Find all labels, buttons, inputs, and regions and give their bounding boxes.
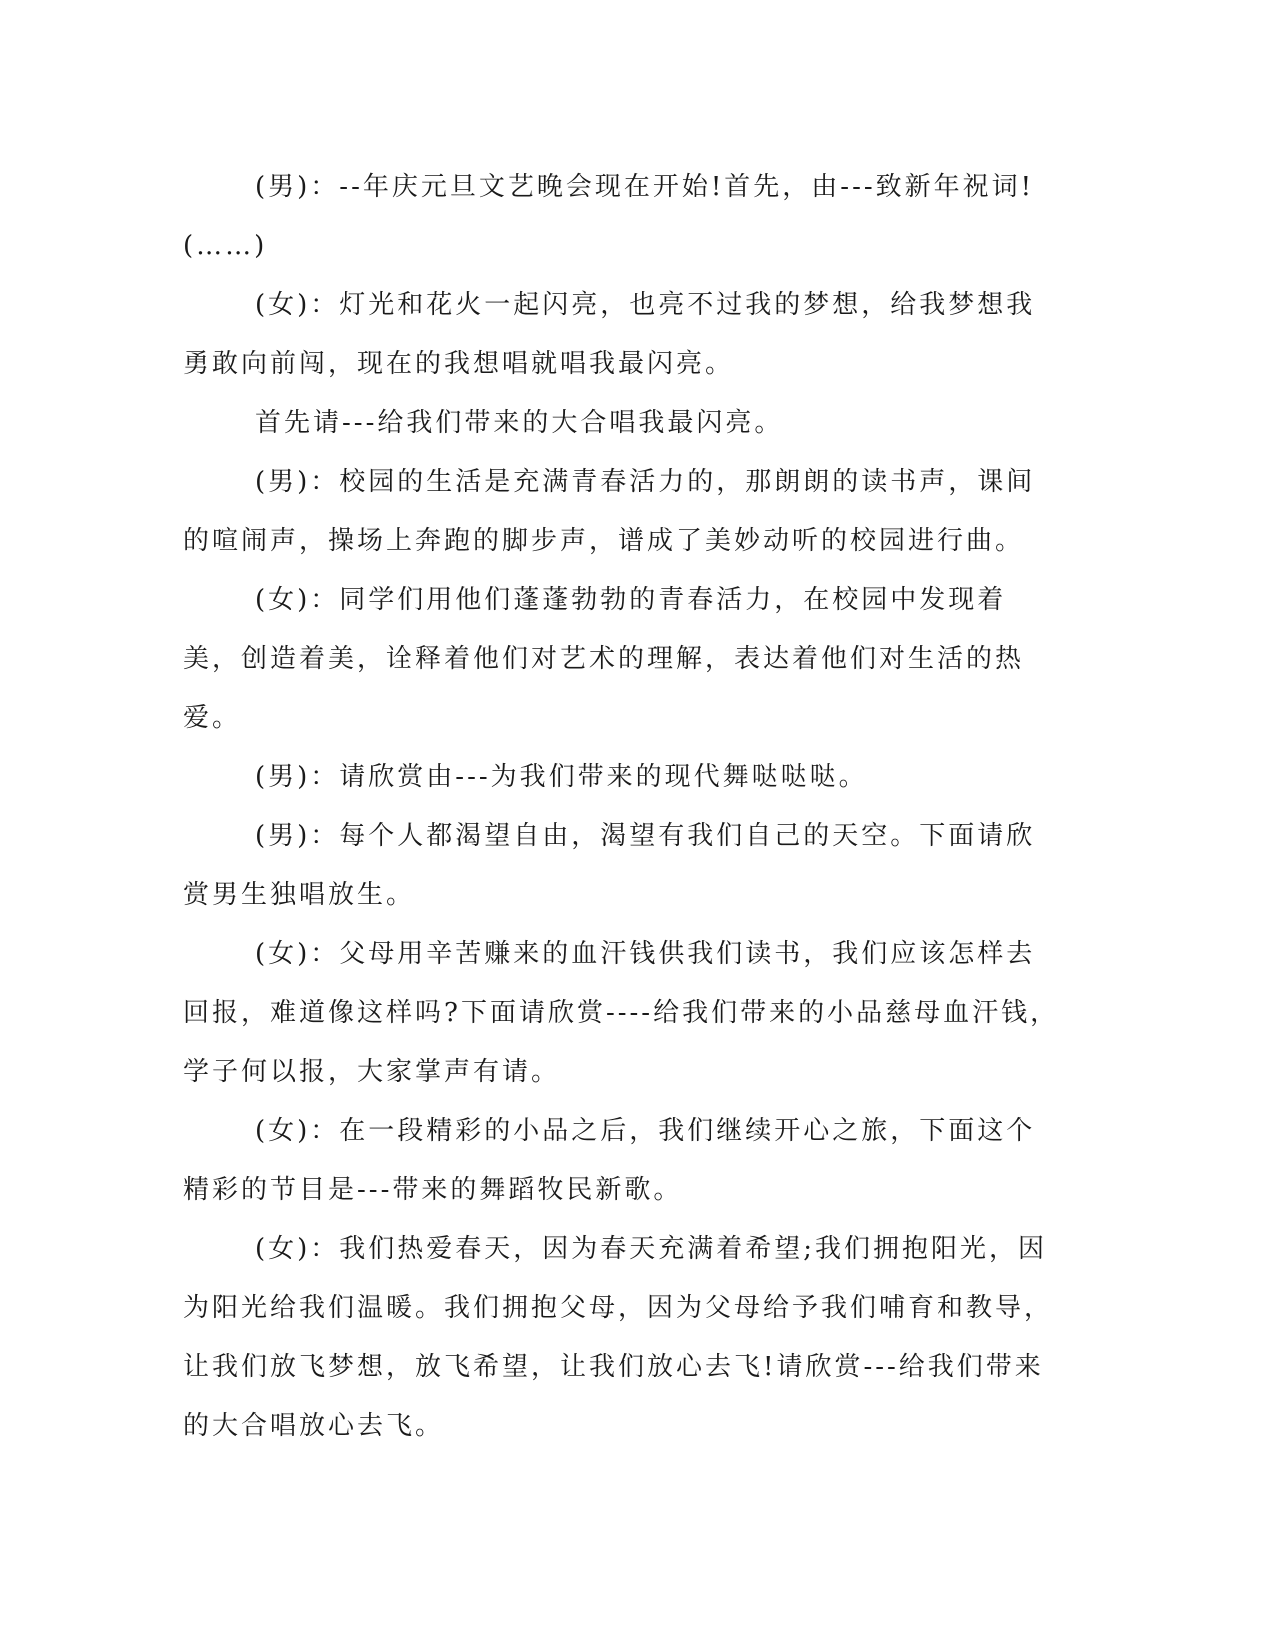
paragraph-10: (女)：我们热爱春天，因为春天充满着希望;我们拥抱阳光，因为阳光给我们温暖。我们拥抱父母，因为父母给予我们哺育和教导，让我们放飞梦想，放飞希望，让我们放心去飞!请欣赏---给我们带来的大合唱放心去飞。 (183, 1234, 1054, 1441)
paragraph-5: (女)：同学们用他们蓬蓬勃勃的青春活力，在校园中发现着美，创造着美，诠释着他们对艺术的理解，表达着他们对生活的热爱。 (183, 585, 1025, 733)
document-body (183, 158, 1063, 1456)
paragraph-2: (女)：灯光和花火一起闪亮，也亮不过我的梦想，给我梦想我勇敢向前闯，现在的我想唱就唱我最闪亮。 (183, 290, 1036, 379)
paragraph-1: (男)：--年庆元旦文艺晚会现在开始!首先，由---致新年祝词!(……) (183, 172, 1035, 261)
paragraph-9: (女)：在一段精彩的小品之后，我们继续开心之旅，下面这个精彩的节目是---带来的舞蹈牧民新歌。 (183, 1116, 1036, 1205)
paragraph-6: (男)：请欣赏由---为我们带来的现代舞哒哒哒。 (255, 762, 868, 792)
paragraph-8: (女)：父母用辛苦赚来的血汗钱供我们读书，我们应该怎样去回报，难道像这样吗?下面请欣赏----给我们带来的小品慈母血汗钱，学子何以报，大家掌声有请。 (183, 939, 1060, 1087)
paragraph-7: (男)：每个人都渴望自由，渴望有我们自己的天空。下面请欣赏男生独唱放生。 (183, 821, 1036, 910)
paragraph-4: (男)：校园的生活是充满青春活力的，那朗朗的读书声，课间的喧闹声，操场上奔跑的脚步声，谱成了美妙动听的校园进行曲。 (183, 467, 1036, 556)
paragraph-3: 首先请---给我们带来的大合唱我最闪亮。 (255, 408, 784, 438)
